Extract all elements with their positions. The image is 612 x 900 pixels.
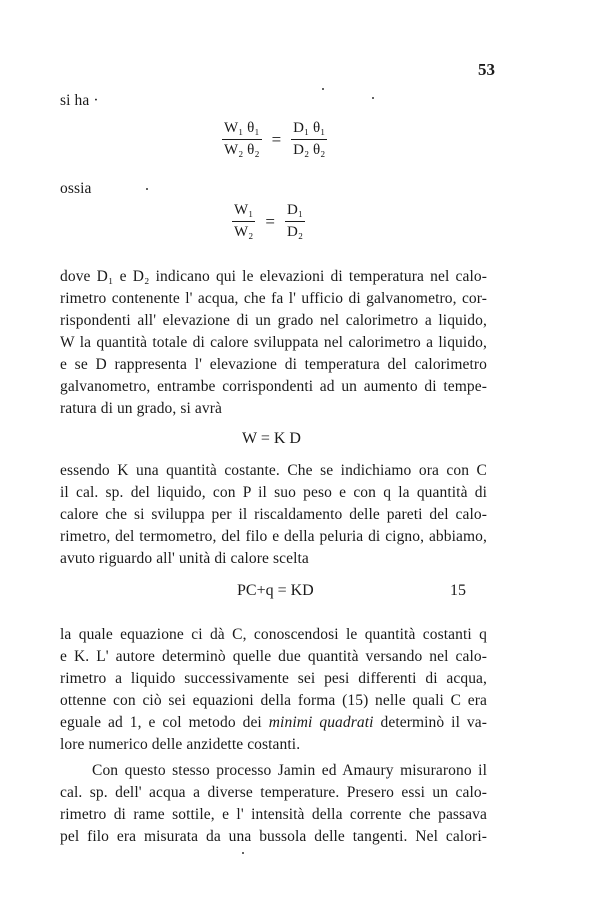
text-line: ratura di un grado, si avrà — [60, 400, 222, 417]
equation-ratio-2 — [232, 202, 305, 241]
fraction-lhs — [222, 120, 262, 159]
text-span: determinò il va- — [373, 714, 487, 731]
equation-pc-q-kd: PC+q = KD — [237, 582, 314, 599]
print-speck — [372, 97, 374, 99]
text-line: rimetro, del termometro, del filo e della peluria di cigno, abbiamo, — [60, 528, 487, 545]
fraction-denominator: D₂ θ₂ — [293, 142, 326, 158]
text-line: pel filo era misurata da una bussola delle tangenti. Nel calori- — [60, 828, 487, 845]
text-line: calore che si sviluppa per il riscaldamento delle pareti del calo- — [60, 506, 487, 523]
text-line: rimetro di rame sottile, e l' intensità della corrente che passava — [60, 806, 487, 823]
fraction-numerator: W₁ — [232, 202, 255, 222]
text-line: lore numerico delle anzidette costanti. — [60, 736, 301, 753]
text-line: e K. L' autore determinò quelle due quantità versando nel calo- — [60, 648, 487, 665]
text-line: rispondenti all' elevazione di un grado nel calorimetro a liquido, — [60, 312, 487, 329]
text-line: essendo K una quantità costante. Che se indichiamo ora con C — [60, 462, 487, 479]
fraction-denominator: W₂ — [234, 224, 254, 240]
text-line: W la quantità totale di calore sviluppata nel calorimetro a liquido, — [60, 334, 487, 351]
text-span: eguale ad 1, e col metodo dei — [60, 714, 269, 731]
fraction-lhs — [232, 202, 255, 241]
text-line-ossia: ossia — [60, 180, 92, 197]
text-line — [60, 714, 487, 732]
equation-w-kd: W = K D — [242, 430, 301, 447]
print-speck — [322, 88, 324, 90]
equation-number: 15 — [450, 582, 466, 599]
print-speck — [146, 188, 148, 190]
text-line: dove D₁ e D₂ indicano qui le elevazioni di temperatura nel calo- — [60, 268, 487, 285]
page-number: 53 — [478, 60, 495, 79]
fraction-denominator: D₂ — [286, 224, 304, 240]
text-line: cal. sp. dell' acqua a diverse temperature. Presero essi un calo- — [60, 784, 487, 801]
text-line: galvanometro, entrambe corrispondenti ad un aumento di tempe- — [60, 378, 487, 395]
print-speck — [242, 852, 244, 854]
equals-sign: = — [265, 211, 275, 231]
text-line: ottenne con ciò sei equazioni della forma (15) nelle quali C era — [60, 692, 487, 709]
text-line: il cal. sp. del liquido, con P il suo peso e con q la quantità di — [60, 484, 487, 501]
text-line: rimetro contenente l' acqua, che fa l' ufficio di galvanometro, cor- — [60, 290, 487, 307]
equation-ratio-1 — [222, 120, 327, 159]
fraction-rhs — [291, 120, 327, 159]
text-line: rimetro a liquido successivamente sei pesi differenti di acqua, — [60, 670, 487, 687]
fraction-denominator: W₂ θ₂ — [224, 142, 260, 158]
equals-sign: = — [271, 129, 282, 149]
fraction-numerator: D₁ θ₁ — [291, 120, 327, 140]
fraction-rhs — [285, 202, 305, 241]
fraction-numerator: D₁ — [285, 202, 305, 222]
italic-term: minimi quadrati — [268, 714, 374, 731]
text-line: Con questo stesso processo Jamin ed Amaury misurarono il — [92, 762, 487, 779]
fraction-numerator: W₁ θ₁ — [222, 120, 262, 140]
text-line: avuto riguardo all' unità di calore scelta — [60, 550, 309, 567]
text-line: la quale equazione ci dà C, conoscendosi le quantità costanti q — [60, 626, 487, 643]
text-line: e se D rappresenta l' elevazione di temperatura del calorimetro — [60, 356, 487, 373]
text-line-si-ha: si ha · — [60, 92, 99, 109]
